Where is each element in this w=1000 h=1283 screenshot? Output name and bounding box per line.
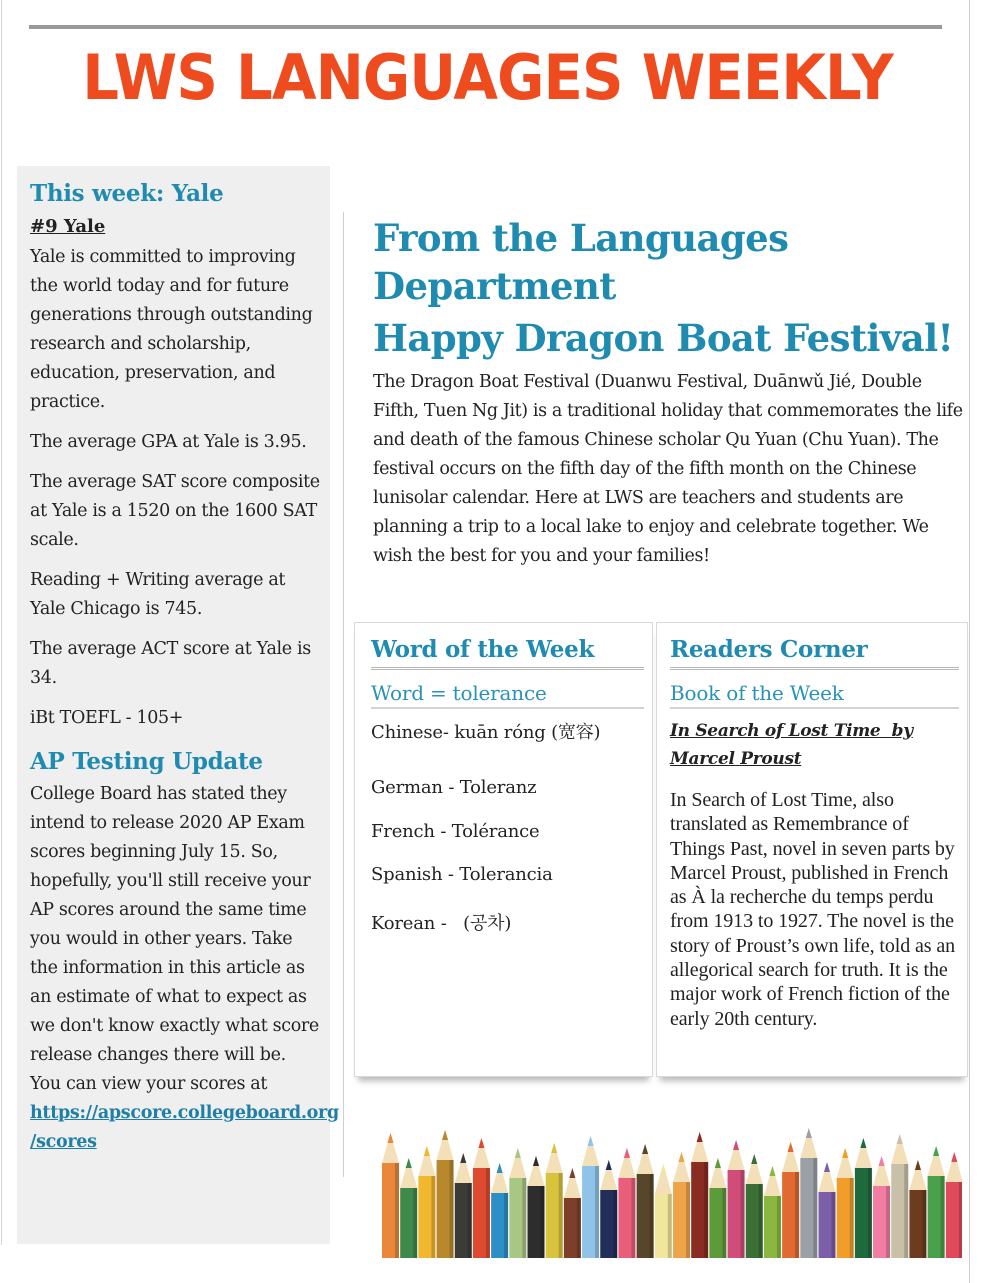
sidebar-paragraph-sat: The average SAT score composite at Yale is a 1520 on the 1600 SAT scale. <box>30 472 320 550</box>
translation-german: German - Toleranz <box>371 777 537 798</box>
feature-heading-line1: From the Languages <box>373 216 789 260</box>
word-of-the-week-box <box>354 622 653 1077</box>
pencil <box>564 1168 581 1258</box>
sidebar-subheading: #9 Yale <box>30 216 106 237</box>
book-title-line2: Marcel Proust <box>670 749 802 769</box>
pencil <box>800 1128 817 1258</box>
ap-score-link[interactable] <box>30 1103 339 1152</box>
pencil <box>837 1148 854 1258</box>
ap-testing-text <box>30 780 339 1157</box>
pencil <box>491 1163 508 1258</box>
sidebar-paragraph-toefl: iBt TOEFL - 105+ <box>30 708 184 728</box>
pencil <box>437 1130 454 1258</box>
colored-pencils-illustration <box>380 1118 962 1258</box>
pencil <box>673 1152 690 1258</box>
feature-heading-line2: Department <box>373 264 616 308</box>
readers-corner-box <box>656 622 968 1077</box>
pencil <box>728 1140 745 1258</box>
sidebar-heading: This week: Yale <box>30 180 224 207</box>
pencil <box>637 1144 654 1258</box>
word-label: Word = tolerance <box>371 680 644 709</box>
pencil <box>418 1146 435 1258</box>
pencil <box>546 1143 563 1258</box>
pencil <box>691 1132 708 1258</box>
pencil <box>764 1166 781 1258</box>
translation-chinese: Chinese- kuān róng (宽容) <box>371 722 601 743</box>
ap-score-link-line2[interactable]: /scores <box>30 1132 97 1152</box>
newsletter-title: LWS LANGUAGES WEEKLY <box>82 41 893 114</box>
translation-korean: Korean - (공차) <box>371 913 512 934</box>
sidebar-yale <box>17 166 339 1244</box>
column-divider <box>343 212 344 1177</box>
pencil <box>891 1134 908 1258</box>
sidebar-paragraph-gpa: The average GPA at Yale is 3.95. <box>30 432 307 452</box>
book-description: In Search of Lost Time, also translated as Remembrance of Things Past, novel in seven parts by Marcel Proust, published in French as À la recherche du temps perdu from 1913 to 1927. The novel is the story of Proust’s own life, told as an allegorical search for truth. It is the major work of French fiction of the early 20th century. <box>670 789 956 1030</box>
pencil <box>473 1138 490 1258</box>
pencil <box>600 1160 617 1258</box>
book-title-line1: In Search of Lost Time by <box>670 721 913 741</box>
pencil <box>455 1153 472 1258</box>
pencil <box>873 1156 890 1258</box>
pencil <box>855 1138 872 1258</box>
pencil <box>709 1158 726 1258</box>
translation-spanish: Spanish - Tolerancia <box>371 864 553 885</box>
pencil <box>382 1133 399 1258</box>
word-of-the-week-title: Word of the Week <box>371 636 595 663</box>
pencil <box>928 1146 945 1258</box>
page-border-right <box>969 0 970 1283</box>
pencil <box>582 1136 599 1258</box>
feature-article <box>373 214 963 571</box>
pencil <box>909 1160 926 1258</box>
masthead-rule <box>29 25 942 29</box>
ap-testing-body: College Board has stated they intend to release 2020 AP Exam scores beginning July 15. So, hopefully, you'll still receive your AP scores around the same time you would in other years. Take the information in this article as an estimate of what to expect as we don't know exactly what score release changes there will be. You can view your scores at <box>30 784 319 1094</box>
pencil <box>782 1142 799 1258</box>
feature-heading-line3: Happy Dragon Boat Festival! <box>373 316 954 360</box>
translation-french: French - Tolérance <box>371 821 540 842</box>
book-title <box>670 717 959 773</box>
readers-corner-title: Readers Corner <box>670 636 868 663</box>
book-of-the-week-label: Book of the Week <box>670 680 959 709</box>
pencil <box>819 1162 836 1258</box>
word-title-rule <box>371 623 644 670</box>
readers-title-rule <box>670 623 959 670</box>
sidebar-paragraph-reading: Reading + Writing average at Yale Chicago is 745. <box>30 570 286 619</box>
pencil <box>946 1152 962 1258</box>
sidebar-paragraph-mission: Yale is committed to improving the world today and for future generations through outstanding research and scholarship, education, preservation, and practice. <box>30 247 313 412</box>
pencil <box>618 1148 635 1258</box>
pencil <box>655 1164 672 1258</box>
page-border-left <box>1 0 2 1245</box>
feature-body: The Dragon Boat Festival (Duanwu Festival, Duānwǔ Jié, Double Fifth, Tuen Ng Jit) is a traditional holiday that commemorates the life and death of the famous Chinese scholar Qu Yuan (Chu Yuan). The festival occurs on the fifth day of the fifth month on the Chinese lunisolar calendar. Here at LWS are teachers and students are planning a trip to a local lake to enjoy and celebrate together. We wish the best for you and your families! <box>373 372 963 566</box>
sidebar-paragraph-act: The average ACT score at Yale is 34. <box>30 639 311 688</box>
pencil <box>746 1154 763 1258</box>
pencil <box>509 1148 526 1258</box>
pencil <box>400 1158 417 1258</box>
pencil <box>528 1156 545 1258</box>
ap-testing-heading: AP Testing Update <box>30 748 263 775</box>
ap-score-link-line1[interactable]: https://apscore.collegeboard.org <box>30 1103 339 1123</box>
